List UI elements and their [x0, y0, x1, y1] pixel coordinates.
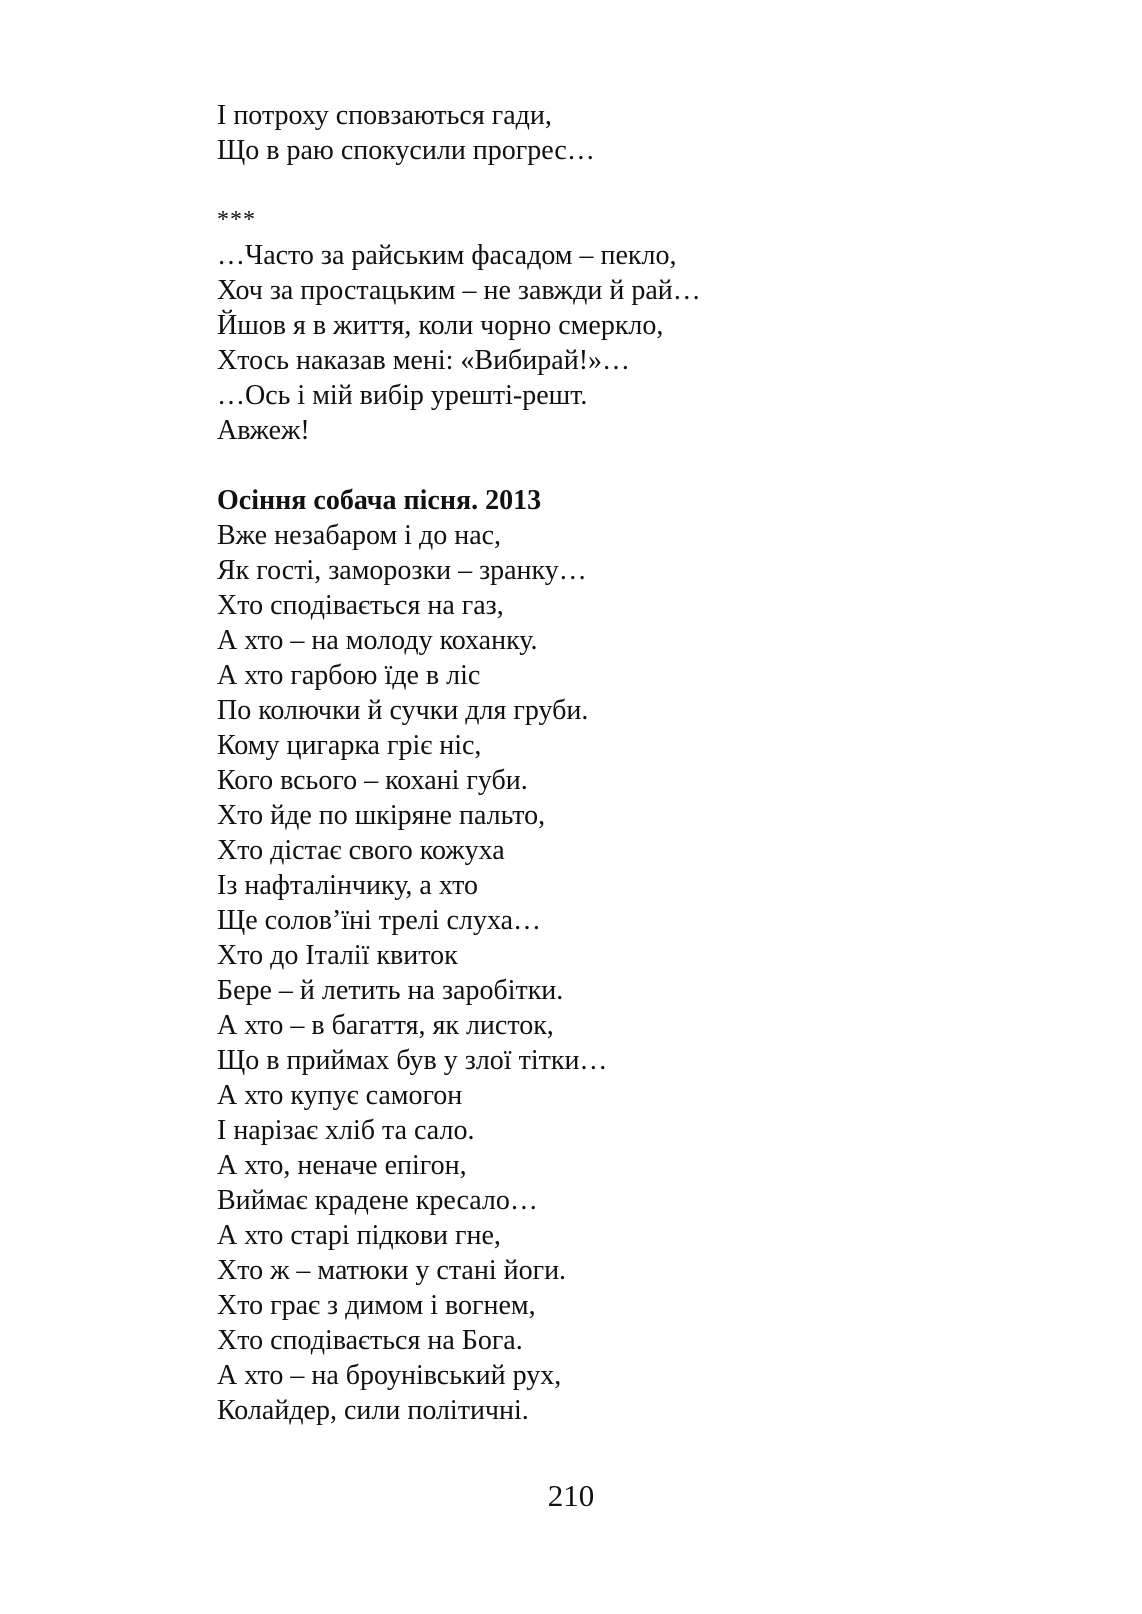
poem-line: А хто купує самогон	[217, 1080, 463, 1111]
poem-line: …Ось і мій вибір урешті-решт.	[217, 380, 588, 411]
poem-line: Хто сподівається на газ,	[217, 590, 504, 621]
poem-line: Хто до Італії квиток	[217, 940, 458, 971]
poem-line: Йшов я в життя, коли чорно смеркло,	[217, 310, 664, 341]
poem-title: Осіння собача пісня. 2013	[217, 485, 542, 516]
poem-line: І нарізає хліб та сало.	[217, 1115, 475, 1146]
poem-line: Хто дістає свого кожуха	[217, 835, 505, 866]
poem-line: Хто ж – матюки у стані йоги.	[217, 1255, 567, 1286]
fragment-poem	[217, 238, 1037, 448]
stanza-gap	[217, 168, 1037, 203]
poem-line: Хто грає з димом і вогнем,	[217, 1290, 536, 1321]
poem-line: Авжеж!	[217, 415, 310, 446]
poem-line: Із нафталінчику, а хто	[217, 870, 478, 901]
poem-line: А хто гарбою їде в ліс	[217, 660, 481, 691]
poem-line: І потроху сповзаються гади,	[217, 100, 552, 131]
poem-line: Як гості, заморозки – зранку…	[217, 555, 587, 586]
poem-line: Хтось наказав мені: «Вибирай!»…	[217, 345, 631, 376]
poem-line: Хто сподівається на Бога.	[217, 1325, 523, 1356]
poem-line: Бере – й летить на заробітки.	[217, 975, 564, 1006]
section-separator: ***	[217, 207, 256, 233]
poem-line: Хто йде по шкіряне пальто,	[217, 800, 546, 831]
poem-line: А хто, неначе епігон,	[217, 1150, 467, 1181]
page-number: 210	[547, 1478, 595, 1513]
poem-line: Що в приймах був у злої тітки…	[217, 1045, 608, 1076]
poem	[217, 483, 1037, 1428]
stanza-gap	[217, 448, 1037, 483]
poem-line: А хто – в багаття, як листок,	[217, 1010, 554, 1041]
poem-line: Вже незабаром і до нас,	[217, 520, 502, 551]
poem-line: Кому цигарка гріє ніс,	[217, 730, 482, 761]
poem-line: Ще солов’їні трелі слуха…	[217, 905, 542, 936]
poem-line: По колючки й сучки для груби.	[217, 695, 589, 726]
poem-line: Що в раю спокусили прогрес…	[217, 135, 595, 166]
previous-poem-ending	[217, 98, 1037, 168]
poem-line: Хоч за простацьким – не завжди й рай…	[217, 275, 701, 306]
poem-line: …Часто за райським фасадом – пекло,	[217, 240, 677, 271]
text-block	[217, 98, 1037, 1428]
poem-line: А хто – на броунівський рух,	[217, 1360, 562, 1391]
poem-line: Виймає крадене кресало…	[217, 1185, 538, 1216]
poem-line: Кого всього – кохані губи.	[217, 765, 528, 796]
poem-line: Колайдер, сили політичні.	[217, 1395, 529, 1426]
poem-line: А хто старі підкови гне,	[217, 1220, 501, 1251]
poem-line: А хто – на молоду коханку.	[217, 625, 538, 656]
